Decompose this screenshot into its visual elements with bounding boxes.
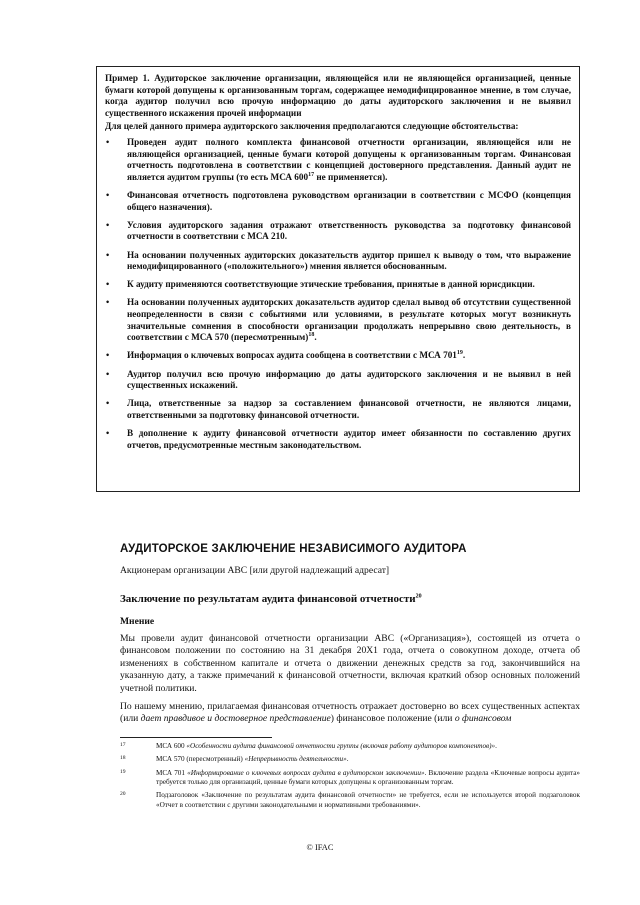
paragraph-italic: о финансовом (454, 713, 512, 725)
footnote-number: 19 (120, 768, 126, 775)
list-item-text: Аудитор получил всю прочую информацию до даты аудиторского заключения и не выявил в ней существенных искажений. (127, 368, 571, 391)
footnote (120, 769, 580, 787)
bullet-icon: • (106, 428, 110, 439)
bullet-icon: • (106, 368, 110, 379)
footnote-ref: 17 (308, 171, 315, 178)
footnote-italic: «Информирование о ключевых вопросах аудита в аудиторском заключении» (187, 768, 425, 777)
opinion-paragraph-2 (120, 701, 580, 726)
bullet-icon: • (106, 219, 110, 230)
list-item (105, 250, 571, 273)
footnote (120, 755, 580, 764)
paragraph-text: По нашему мнению, прилагаемая финансовая отчетность отражает достоверно во всех существенных аспектах (или (120, 701, 580, 725)
list-item-text: В дополнение к аудиту финансовой отчетности аудитор имеет обязанности по составлению других отчетов, предусмотренные местным законодательством. (127, 428, 571, 450)
footnote-number: 18 (120, 755, 126, 762)
list-item (105, 428, 571, 451)
list-item-text: Информация о ключевых вопросах аудита сообщена в соответствии с МСА 701 (127, 350, 457, 361)
footnote (120, 742, 580, 751)
paragraph-italic: дает правдивое и достоверное представление (140, 713, 331, 725)
bullet-icon: • (106, 189, 110, 200)
footnote-divider (120, 737, 272, 738)
list-item (105, 369, 571, 392)
bullet-icon: • (106, 350, 110, 361)
footnote-text: МСА 600 (156, 742, 187, 750)
example-title: Пример 1. Аудиторское заключение организации, являющейся или не являющейся организацией, ценные бумаги которой допущены к организованным торгам, содержащее немодифицированное мнение, в том случае, когда аудитор получил всю прочую информацию до даты аудиторского заключения и не выявил существенного искажения прочей информации (105, 73, 571, 118)
bullet-icon: • (106, 297, 110, 308)
footnote-number: 17 (120, 742, 126, 748)
footnotes (120, 742, 580, 814)
list-item (105, 350, 571, 362)
report-title: АУДИТОРСКОЕ ЗАКЛЮЧЕНИЕ НЕЗАВИСИМОГО АУДИТОРА (120, 543, 467, 555)
bullet-icon: • (106, 398, 110, 409)
list-item-tail: . (314, 332, 317, 343)
footnote-tail: . (346, 755, 349, 764)
list-item-tail: не применяется). (314, 171, 388, 182)
footnote-italic: «Особенности аудита финансовой отчетности группы (включая работу аудиторов компонентов)» (186, 742, 496, 750)
list-item-text: На основании полученных аудиторских доказательств аудитор сделал вывод об отсутствии существенной неопределенности в связи с событиями или условиями, в результате которых могут возникнуть значительные сомнения в способности организации продолжать непрерывно свою деятельность, в соответствии с МСА 570 (пересмотренным) (127, 297, 571, 343)
footnote-text: МСА 701 (156, 768, 188, 777)
opinion-paragraph-1: Мы провели аудит финансовой отчетности организации АВС («Организация»), состоящей из отчета о финансовом положении по состоянию на 31 декабря 20Х1 года, отчета о совокупном доходе, отчета об изменениях в собственном капитале и отчета о движении денежных средств за год, закончившийся на указанную дату, а также примечаний к финансовой отчетности, включая краткий обзор основных положений учетной политики. (120, 633, 580, 694)
example-box (96, 66, 580, 492)
section-heading-text: Заключение по результатам аудита финансовой отчетности (120, 593, 416, 605)
bullet-icon: • (106, 279, 110, 290)
example-intro: Для целей данного примера аудиторского заключения предполагаются следующие обстоятельства: (105, 121, 519, 132)
footnote-tail: . Включение раздела «Ключевые вопросы аудита» требуется только для организаций, ценные бумаги которых допущены к организованным торгам. (156, 768, 580, 786)
section-heading (120, 593, 422, 605)
list-item-text: Условия аудиторского задания отражают ответственность руководства за подготовку финансовой отчетности в соответствии с МСА 210. (127, 219, 571, 242)
footnote-text: Подзаголовок «Заключение по результатам аудита финансовой отчетности» не требуется, если не используется второй подзаголовок «Отчет в соответствии с другими законодательными и нормативными требованиями». (156, 791, 580, 809)
list-item-tail: . (462, 350, 466, 361)
list-item (105, 137, 571, 183)
bullet-icon: • (106, 136, 110, 147)
list-item (105, 297, 571, 343)
list-item (105, 220, 571, 243)
list-item-text: На основании полученных аудиторских доказательств аудитор пришел к выводу о том, что выражение немодифицированного («положительного») мнения является обоснованным. (127, 249, 571, 272)
list-item-text: Проведен аудит полного комплекта финансовой отчетности организации, являющейся или не являющейся организацией, ценные бумаги которой допущены к организованным торгам. Финансовая отчетность подготовлена в соответствии с концепцией достоверного представления. Данный аудит не является аудитом группы (то есть МСА 600 (127, 136, 571, 182)
list-item (105, 279, 571, 291)
footnote-ref: 19 (456, 350, 463, 357)
footnote-ref: 18 (308, 332, 315, 339)
footnote (120, 791, 580, 809)
footnote-text: МСА 570 (пересмотренный) (156, 755, 245, 764)
list-item-text: К аудиту применяются соответствующие этические требования, принятые в данной юрисдикции. (127, 279, 535, 290)
footnote-tail: . (495, 742, 497, 750)
bullet-icon: • (106, 249, 110, 260)
list-item-text: Финансовая отчетность подготовлена руководством организации в соответствии с МСФО (концепция общего назначения). (127, 189, 571, 212)
list-item (105, 398, 571, 421)
report-addressee: Акционерам организации АВС [или другой надлежащий адресат] (120, 565, 390, 576)
footnote-italic: «Непрерывность деятельности» (244, 755, 347, 764)
footer-copyright: © IFAC (306, 843, 334, 852)
opinion-heading: Мнение (120, 616, 155, 627)
list-item (105, 190, 571, 213)
footnote-ref: 20 (415, 593, 422, 600)
list-item-text: Лица, ответственные за надзор за составлением финансовой отчетности, не являются лицами, ответственными за подготовку финансовой отчетности. (127, 398, 571, 420)
footnote-number: 20 (120, 791, 126, 798)
circumstances-list (105, 137, 571, 451)
paragraph-text: ) финансовое положение (или (330, 713, 455, 725)
